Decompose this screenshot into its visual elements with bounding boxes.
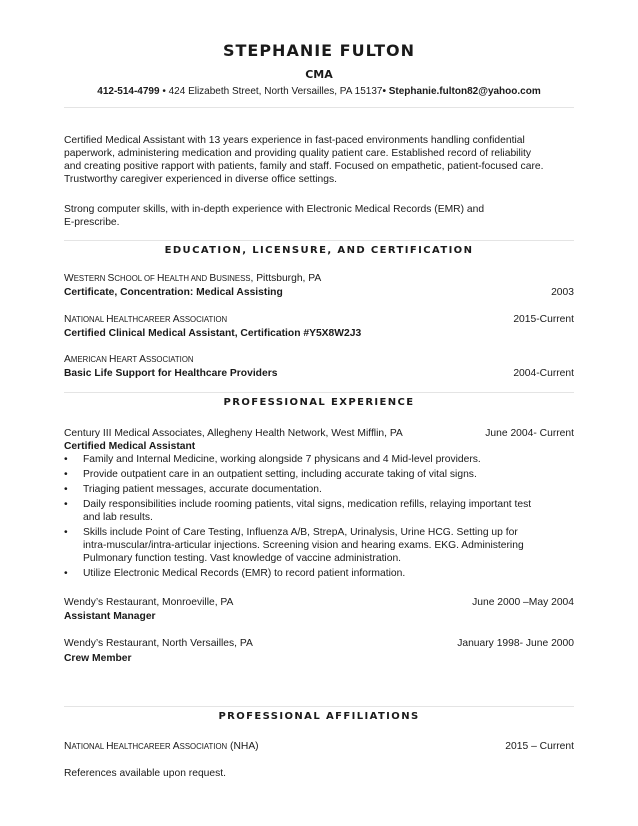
section-heading-education: EDUCATION, LICENSURE, AND CERTIFICATION <box>164 245 474 256</box>
education-org: WESTERN SCHOOL OF HEALTH AND BUSINESS, Pittsburgh, PA <box>64 273 322 284</box>
contact-line <box>0 86 638 97</box>
education-date: 2004-Current <box>513 368 574 379</box>
education-credential: Basic Life Support for Healthcare Providers <box>64 368 278 379</box>
education-credential: Certified Clinical Medical Assistant, Certification #Y5X8W2J3 <box>64 328 362 339</box>
summary-paragraph <box>64 134 579 186</box>
separator-dot: • <box>382 86 389 97</box>
summary-line: and creating positive rapport with patients, family and staff. Focused on empathetic, patient-focused care. <box>64 161 544 172</box>
education-date: 2015-Current <box>513 314 574 325</box>
list-item: • Provide outpatient care in an outpatient setting, including accurate taking of vital signs. <box>64 469 477 480</box>
divider <box>64 392 574 393</box>
skills-paragraph <box>64 203 579 229</box>
section-heading-experience: PROFESSIONAL EXPERIENCE <box>223 397 415 408</box>
summary-line: paperwork, administering medication and providing quality patient care. Established record of reliability <box>64 148 532 159</box>
summary-line: Trustworthy caregiver experienced in diverse office settings. <box>64 174 337 185</box>
section-heading-affiliations: PROFESSIONAL AFFILIATIONS <box>218 711 420 722</box>
education-org: AMERICAN HEART ASSOCIATION <box>64 354 194 365</box>
divider <box>64 107 574 108</box>
education-org: NATIONAL HEALTHCAREER ASSOCIATION <box>64 314 228 325</box>
separator-dot: • <box>159 86 169 97</box>
divider <box>64 240 574 241</box>
job-dates: June 2004- Current <box>485 428 574 439</box>
candidate-credential: CMA <box>305 68 333 81</box>
job-employer: Wendy’s Restaurant, North Versailles, PA <box>64 638 253 649</box>
summary-line: Certified Medical Assistant with 13 years experience in fast-paced environments handling confidential <box>64 135 525 146</box>
list-item: • Family and Internal Medicine, working alongside 7 physicans and 4 Mid-level providers. <box>64 454 481 465</box>
job-employer: Wendy’s Restaurant, Monroeville, PA <box>64 597 234 608</box>
list-item: • Triaging patient messages, accurate documentation. <box>64 484 322 495</box>
education-credential: Certificate, Concentration: Medical Assisting <box>64 287 283 298</box>
list-item: • Utilize Electronic Medical Records (EMR) to record patient information. <box>64 568 406 579</box>
job-dates: January 1998- June 2000 <box>457 638 574 649</box>
references-note: References available upon request. <box>64 768 226 779</box>
job-responsibilities-list <box>64 453 579 582</box>
email-address: Stephanie.fulton82@yahoo.com <box>388 86 541 97</box>
list-item: • Daily responsibilities include rooming patients, vital signs, medication refills, relaying important test and lab results. <box>64 499 532 523</box>
job-title: Assistant Manager <box>64 611 156 622</box>
phone-number: 412-514-4799 <box>97 86 160 97</box>
job-title: Certified Medical Assistant <box>64 441 196 452</box>
affiliation-dates: 2015 – Current <box>505 741 574 752</box>
job-dates: June 2000 –May 2004 <box>472 597 574 608</box>
job-title: Crew Member <box>64 653 132 664</box>
job-employer: Century III Medical Associates, Allegheny Health Network, West Mifflin, PA <box>64 428 403 439</box>
affiliation-org: NATIONAL HEALTHCAREER ASSOCIATION (NHA) <box>64 741 259 752</box>
skills-line: E-prescribe. <box>64 217 120 228</box>
candidate-name: STEPHANIE FULTON <box>222 41 416 60</box>
education-date: 2003 <box>551 287 574 298</box>
list-item: • Skills include Point of Care Testing, Influenza A/B, StrepA, Urinalysis, Urine HCG. Setting up for intra-muscular/intra-articular injections. Screening vision and hearing exams. EKG. Administering Pulmonary function testing. Vast knowledge of vaccine administration. <box>64 527 524 564</box>
skills-line: Strong computer skills, with in-depth experience with Electronic Medical Records (EMR) and <box>64 204 485 215</box>
street-address: 424 Elizabeth Street, North Versailles, PA 15137 <box>168 86 383 97</box>
divider <box>64 706 574 707</box>
